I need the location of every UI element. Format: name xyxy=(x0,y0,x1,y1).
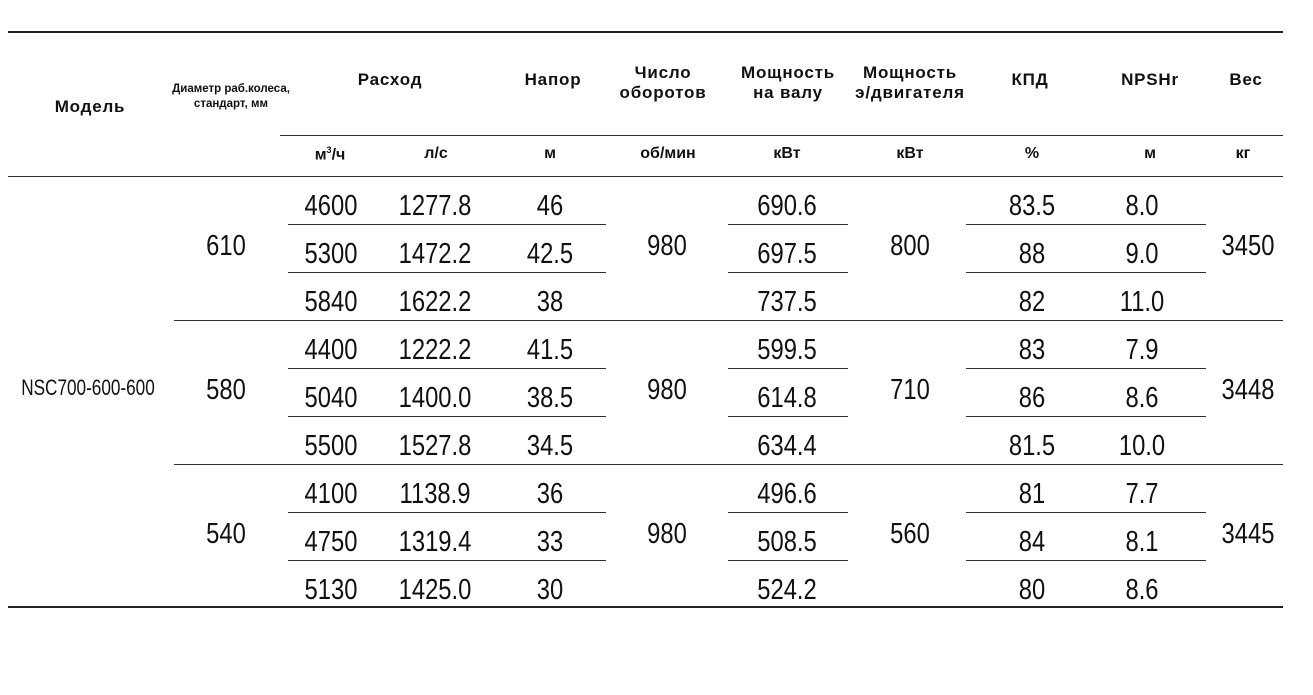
unit-speed: об/мин xyxy=(640,145,696,162)
header-model: Модель xyxy=(54,97,126,116)
cell-speed: 980 xyxy=(647,374,687,406)
cell-flow-m3h: 5040 xyxy=(304,382,358,414)
cell-npshr: 8.6 xyxy=(1125,574,1159,606)
cell-shaft-power: 599.5 xyxy=(757,334,817,366)
cell-flow-m3h: 4600 xyxy=(304,190,358,222)
cell-shaft-power: 697.5 xyxy=(757,238,817,270)
cell-npshr: 8.0 xyxy=(1125,190,1159,222)
row-rule-shaft xyxy=(728,272,848,273)
row-rule-eff-npshr xyxy=(966,224,1206,225)
cell-speed: 980 xyxy=(647,518,687,550)
group-rule xyxy=(174,464,1283,465)
cell-flow-m3h: 4100 xyxy=(304,478,358,510)
cell-npshr: 11.0 xyxy=(1119,286,1165,318)
header-bottom-rule xyxy=(8,176,1283,177)
table-bottom-rule xyxy=(8,606,1283,608)
cell-shaft-power: 496.6 xyxy=(757,478,817,510)
unit-flow-m3h: $м^3/ч$ xyxy=(314,145,346,164)
cell-head: 42.5 xyxy=(526,238,574,270)
row-rule-flow-head xyxy=(288,272,606,273)
cell-flow-ls: 1425.0 xyxy=(398,574,472,606)
cell-motor-power: 710 xyxy=(890,374,930,406)
cell-head: 41.5 xyxy=(526,334,574,366)
cell-motor-power: 800 xyxy=(890,230,930,262)
cell-diameter: 540 xyxy=(206,518,246,550)
cell-efficiency: 86 xyxy=(1018,382,1046,414)
cell-flow-m3h: 4750 xyxy=(304,526,358,558)
cell-efficiency: 88 xyxy=(1018,238,1046,270)
cell-npshr: 7.7 xyxy=(1125,478,1159,510)
cell-motor-power: 560 xyxy=(890,518,930,550)
cell-flow-ls: 1138.9 xyxy=(399,478,471,510)
cell-flow-m3h: 5130 xyxy=(304,574,358,606)
cell-flow-ls: 1622.2 xyxy=(398,286,472,318)
row-rule-eff-npshr xyxy=(966,272,1206,273)
row-rule-eff-npshr xyxy=(966,368,1206,369)
row-rule-eff-npshr xyxy=(966,512,1206,513)
header-efficiency: КПД xyxy=(1011,70,1049,89)
row-rule-eff-npshr xyxy=(966,416,1206,417)
cell-shaft-power: 690.6 xyxy=(757,190,817,222)
row-rule-flow-head xyxy=(288,368,606,369)
cell-npshr: 8.6 xyxy=(1125,382,1159,414)
cell-efficiency: 84 xyxy=(1018,526,1046,558)
cell-shaft-power: 737.5 xyxy=(757,286,817,318)
row-rule-eff-npshr xyxy=(966,560,1206,561)
row-rule-shaft xyxy=(728,416,848,417)
unit-shaft-power: кВт xyxy=(773,145,801,162)
model-name: NSC700-600-600 xyxy=(21,375,155,400)
cell-efficiency: 83 xyxy=(1018,334,1046,366)
cell-head: 36 xyxy=(536,478,564,510)
unit-npshr: м xyxy=(1144,145,1156,162)
cell-flow-m3h: 5500 xyxy=(304,430,358,462)
header-diameter: Диаметр раб.колеса, стандарт, мм xyxy=(172,83,290,110)
header-npshr: NPSHr xyxy=(1121,70,1179,89)
cell-head: 30 xyxy=(536,574,564,606)
group-rule xyxy=(174,320,1283,321)
cell-flow-ls: 1277.8 xyxy=(398,190,472,222)
cell-head: 38.5 xyxy=(526,382,574,414)
cell-weight: 3445 xyxy=(1221,518,1275,550)
cell-npshr: 9.0 xyxy=(1125,238,1159,270)
cell-efficiency: 81 xyxy=(1018,478,1046,510)
cell-speed: 980 xyxy=(647,230,687,262)
cell-head: 34.5 xyxy=(526,430,574,462)
header-flow: Расход xyxy=(357,70,423,89)
unit-efficiency: % xyxy=(1024,145,1040,162)
cell-npshr: 7.9 xyxy=(1125,334,1159,366)
cell-head: 38 xyxy=(536,286,564,318)
cell-head: 46 xyxy=(536,190,564,222)
header-speed: Число оборотов xyxy=(619,63,707,102)
cell-flow-ls: 1319.4 xyxy=(398,526,472,558)
unit-head: м xyxy=(544,145,556,162)
row-rule-shaft xyxy=(728,560,848,561)
cell-head: 33 xyxy=(536,526,564,558)
cell-diameter: 610 xyxy=(206,230,246,262)
header-head: Напор xyxy=(524,70,582,89)
cell-flow-ls: 1472.2 xyxy=(398,238,472,270)
row-rule-flow-head xyxy=(288,224,606,225)
cell-diameter: 580 xyxy=(206,374,246,406)
cell-efficiency: 82 xyxy=(1018,286,1046,318)
row-rule-shaft xyxy=(728,512,848,513)
cell-flow-ls: 1400.0 xyxy=(398,382,472,414)
row-rule-flow-head xyxy=(288,560,606,561)
units-top-rule xyxy=(280,135,1283,136)
table-top-rule xyxy=(8,31,1283,33)
row-rule-flow-head xyxy=(288,512,606,513)
unit-motor-power: кВт xyxy=(896,145,924,162)
cell-weight: 3450 xyxy=(1221,230,1275,262)
cell-efficiency: 81.5 xyxy=(1008,430,1056,462)
cell-weight: 3448 xyxy=(1221,374,1275,406)
cell-flow-m3h: 5840 xyxy=(304,286,358,318)
cell-flow-ls: 1527.8 xyxy=(398,430,472,462)
cell-efficiency: 83.5 xyxy=(1008,190,1056,222)
cell-efficiency: 80 xyxy=(1018,574,1046,606)
cell-shaft-power: 634.4 xyxy=(757,430,817,462)
row-rule-shaft xyxy=(728,224,848,225)
unit-weight: кг xyxy=(1235,145,1251,162)
cell-shaft-power: 614.8 xyxy=(757,382,817,414)
unit-flow-ls: л/с xyxy=(424,145,448,162)
cell-flow-m3h: 5300 xyxy=(304,238,358,270)
header-weight: Вес xyxy=(1229,70,1263,89)
cell-shaft-power: 524.2 xyxy=(757,574,817,606)
cell-shaft-power: 508.5 xyxy=(757,526,817,558)
cell-npshr: 8.1 xyxy=(1125,526,1159,558)
header-motor-power: Мощность э/двигателя xyxy=(855,63,965,102)
cell-flow-ls: 1222.2 xyxy=(398,334,472,366)
row-rule-shaft xyxy=(728,368,848,369)
header-shaft-power: Мощность на валу xyxy=(741,63,835,102)
cell-flow-m3h: 4400 xyxy=(304,334,358,366)
row-rule-flow-head xyxy=(288,416,606,417)
cell-npshr: 10.0 xyxy=(1118,430,1166,462)
